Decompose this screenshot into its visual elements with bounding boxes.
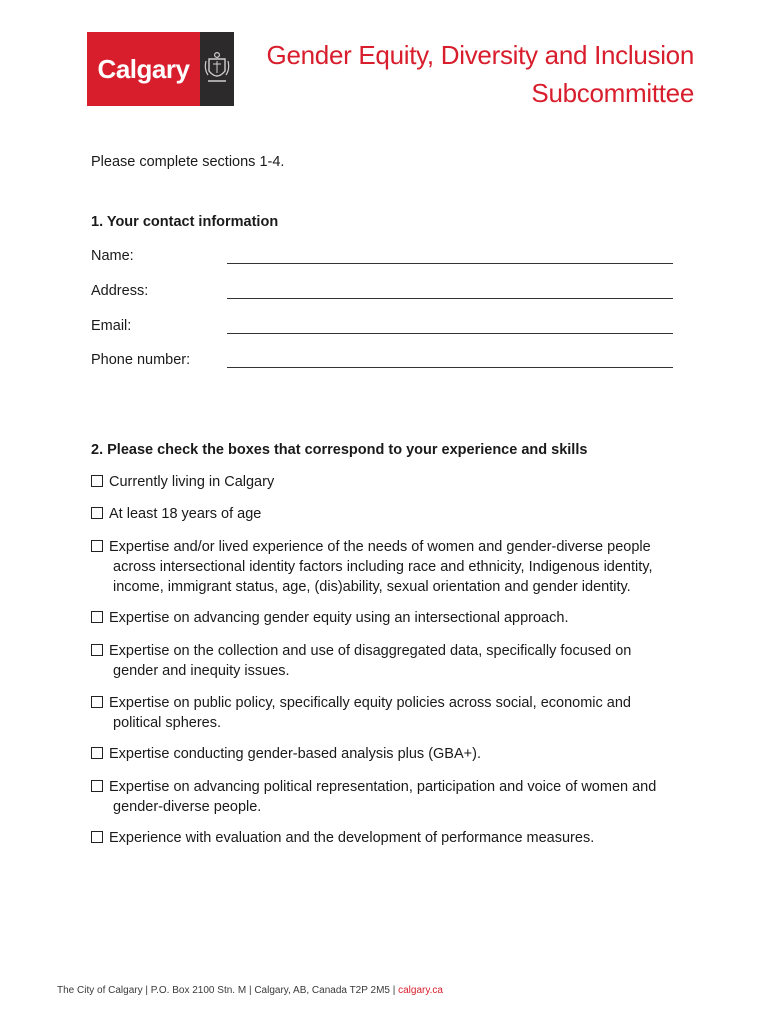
name-input-line[interactable] xyxy=(227,263,673,264)
address-field[interactable] xyxy=(91,283,673,303)
checkbox-icon[interactable] xyxy=(91,780,103,792)
phone-input-line[interactable] xyxy=(227,367,673,368)
section-2-heading: 2. Please check the boxes that correspond to your experience and skills xyxy=(91,442,588,458)
checkbox-icon[interactable] xyxy=(91,831,103,843)
checkbox-label-cont: gender and inequity issues. xyxy=(113,663,290,679)
checkbox-icon[interactable] xyxy=(91,540,103,552)
checkbox-label: At least 18 years of age xyxy=(109,506,262,522)
checkbox-item[interactable] xyxy=(91,472,691,492)
checkbox-icon[interactable] xyxy=(91,507,103,519)
checkbox-label: Expertise on advancing political representation, participation and voice of women and xyxy=(109,779,657,795)
logo-text: Calgary xyxy=(97,53,190,84)
intro-text: Please complete sections 1-4. xyxy=(91,154,285,170)
phone-field[interactable] xyxy=(91,352,673,372)
document-title xyxy=(267,36,694,112)
checkbox-item[interactable] xyxy=(91,744,691,764)
email-input-line[interactable] xyxy=(227,333,673,334)
checkbox-label: Experience with evaluation and the development of performance measures. xyxy=(109,830,595,846)
section-1-heading: 1. Your contact information xyxy=(91,214,279,230)
checkbox-label: Currently living in Calgary xyxy=(109,474,275,490)
checkbox-label-cont: income, immigrant status, age, (dis)ability, sexual orientation and gender identity. xyxy=(113,579,631,595)
checkbox-label-cont: gender-diverse people. xyxy=(113,799,262,815)
calgary-logo xyxy=(87,32,200,106)
checkbox-item[interactable] xyxy=(91,828,691,848)
footer-link[interactable]: calgary.ca xyxy=(398,985,443,996)
field-label: Phone number: xyxy=(91,352,191,368)
footer-address: The City of Calgary | P.O. Box 2100 Stn. M | Calgary, AB, Canada T2P 2M5 | xyxy=(57,985,399,996)
checkbox-item[interactable] xyxy=(91,641,691,681)
checkbox-label: Expertise on public policy, specifically equity policies across social, economic and xyxy=(109,695,631,711)
checkbox-label: Expertise on the collection and use of disaggregated data, specifically focused on xyxy=(109,643,632,659)
title-line-2: Subcommittee xyxy=(531,78,694,108)
checkbox-icon[interactable] xyxy=(91,611,103,623)
checkbox-item[interactable] xyxy=(91,777,691,817)
checkbox-label-cont: political spheres. xyxy=(113,715,221,731)
name-field[interactable] xyxy=(91,248,673,268)
city-crest-icon xyxy=(200,32,234,106)
field-label: Name: xyxy=(91,248,134,264)
checkbox-item[interactable] xyxy=(91,608,691,628)
checkbox-icon[interactable] xyxy=(91,475,103,487)
checkbox-icon[interactable] xyxy=(91,747,103,759)
email-field[interactable] xyxy=(91,318,673,338)
address-input-line[interactable] xyxy=(227,298,673,299)
checkbox-label-cont: across intersectional identity factors including race and ethnicity, Indigenous identity, xyxy=(113,559,653,575)
checkbox-label: Expertise and/or lived experience of the needs of women and gender-diverse people xyxy=(109,539,651,555)
title-line-1: Gender Equity, Diversity and Inclusion xyxy=(266,40,694,70)
checkbox-item[interactable] xyxy=(91,693,691,733)
checkbox-item[interactable] xyxy=(91,504,691,524)
field-label: Address: xyxy=(91,283,149,299)
checkbox-icon[interactable] xyxy=(91,644,103,656)
checkbox-icon[interactable] xyxy=(91,696,103,708)
footer xyxy=(57,985,443,996)
checkbox-label: Expertise on advancing gender equity using an intersectional approach. xyxy=(109,610,569,626)
checkbox-item[interactable] xyxy=(91,537,691,597)
field-label: Email: xyxy=(91,318,132,334)
checkbox-label: Expertise conducting gender-based analysis plus (GBA+). xyxy=(109,746,481,762)
